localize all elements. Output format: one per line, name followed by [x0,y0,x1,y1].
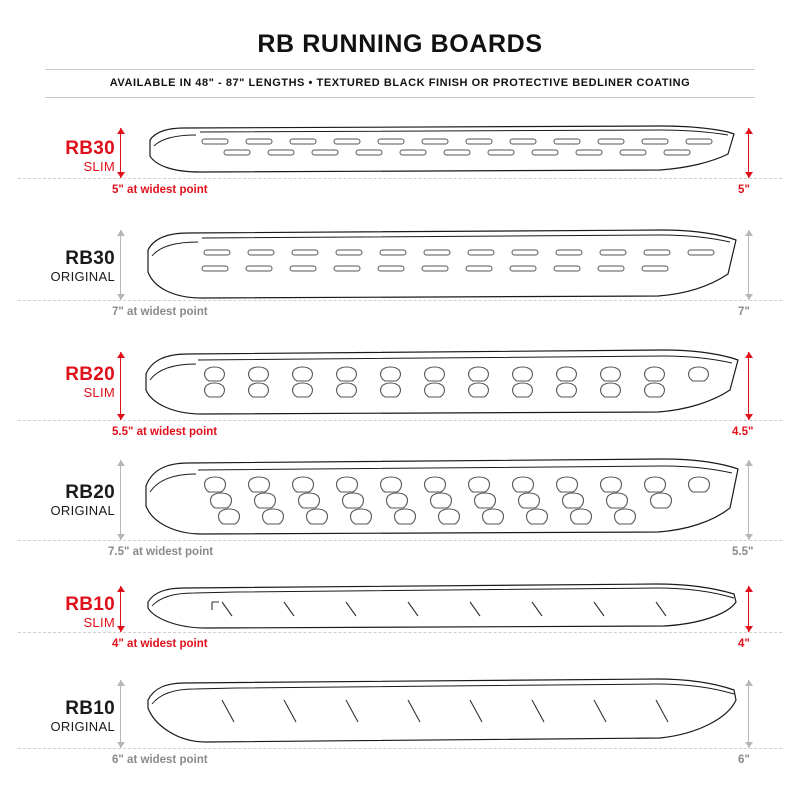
width-note: 7.5" at widest point [108,546,214,558]
dimension-arrow-right [748,352,749,420]
width-note: 6" at widest point [112,754,208,766]
dimension-arrow-left [120,230,121,300]
product-row-rb10-original [0,668,800,778]
model-name: RB10 [65,698,115,719]
height-label: 4" [738,638,750,650]
width-note: 5.5" at widest point [112,426,218,438]
page-title: RB RUNNING BOARDS [257,30,543,58]
baseline [18,420,782,421]
board-illustration-rb10-original [140,674,740,754]
board-illustration-rb20-slim [140,346,740,426]
product-row-rb30-slim [0,110,800,205]
baseline [18,748,782,749]
model-name: RB20 [65,482,115,503]
board-illustration-rb30-slim [140,122,740,182]
header [0,0,800,98]
model-variant: SLIM [83,159,115,174]
model-name: RB10 [65,594,115,615]
board-illustration-rb10-slim [140,580,740,638]
model-variant: SLIM [83,385,115,400]
board-illustration-rb20-original [140,454,740,546]
width-note: 7" at widest point [112,306,208,318]
dimension-arrow-left [120,128,121,178]
dimension-arrow-left [120,352,121,420]
model-variant: ORIGINAL [50,503,115,518]
header-divider-top [45,69,755,70]
header-divider-bottom [45,97,755,98]
model-variant: SLIM [83,615,115,630]
dimension-arrow-right [748,460,749,540]
board-illustration-rb30-original [140,224,740,306]
dimension-arrow-right [748,128,749,178]
dimension-arrow-right [748,230,749,300]
baseline [18,178,782,179]
height-label: 5" [738,184,750,196]
product-row-rb20-original [0,450,800,568]
row-label-rb30-original [20,248,115,284]
product-row-rb10-slim [0,572,800,662]
dimension-arrow-right [748,586,749,632]
dimension-arrow-left [120,680,121,748]
width-note: 4" at widest point [112,638,208,650]
row-label-rb30-slim [20,138,115,174]
height-label: 7" [738,306,750,318]
baseline [18,632,782,633]
product-row-rb30-original [0,218,800,328]
row-label-rb20-slim [20,364,115,400]
dimension-arrow-left [120,460,121,540]
height-label: 6" [738,754,750,766]
model-variant: ORIGINAL [50,269,115,284]
dimension-arrow-right [748,680,749,748]
baseline [18,300,782,301]
height-label: 4.5" [732,426,754,438]
product-row-rb20-slim [0,340,800,448]
baseline [18,540,782,541]
dimension-arrow-left [120,586,121,632]
height-label: 5.5" [732,546,754,558]
row-label-rb20-original [20,482,115,518]
row-label-rb10-original [20,698,115,734]
model-variant: ORIGINAL [50,719,115,734]
width-note: 5" at widest point [112,184,208,196]
model-name: RB20 [65,364,115,385]
model-name: RB30 [65,138,115,159]
header-subtitle: AVAILABLE IN 48" - 87" LENGTHS • TEXTURED BLACK FINISH OR PROTECTIVE BEDLINER COATING [109,77,691,89]
model-name: RB30 [65,248,115,269]
row-label-rb10-slim [20,594,115,630]
